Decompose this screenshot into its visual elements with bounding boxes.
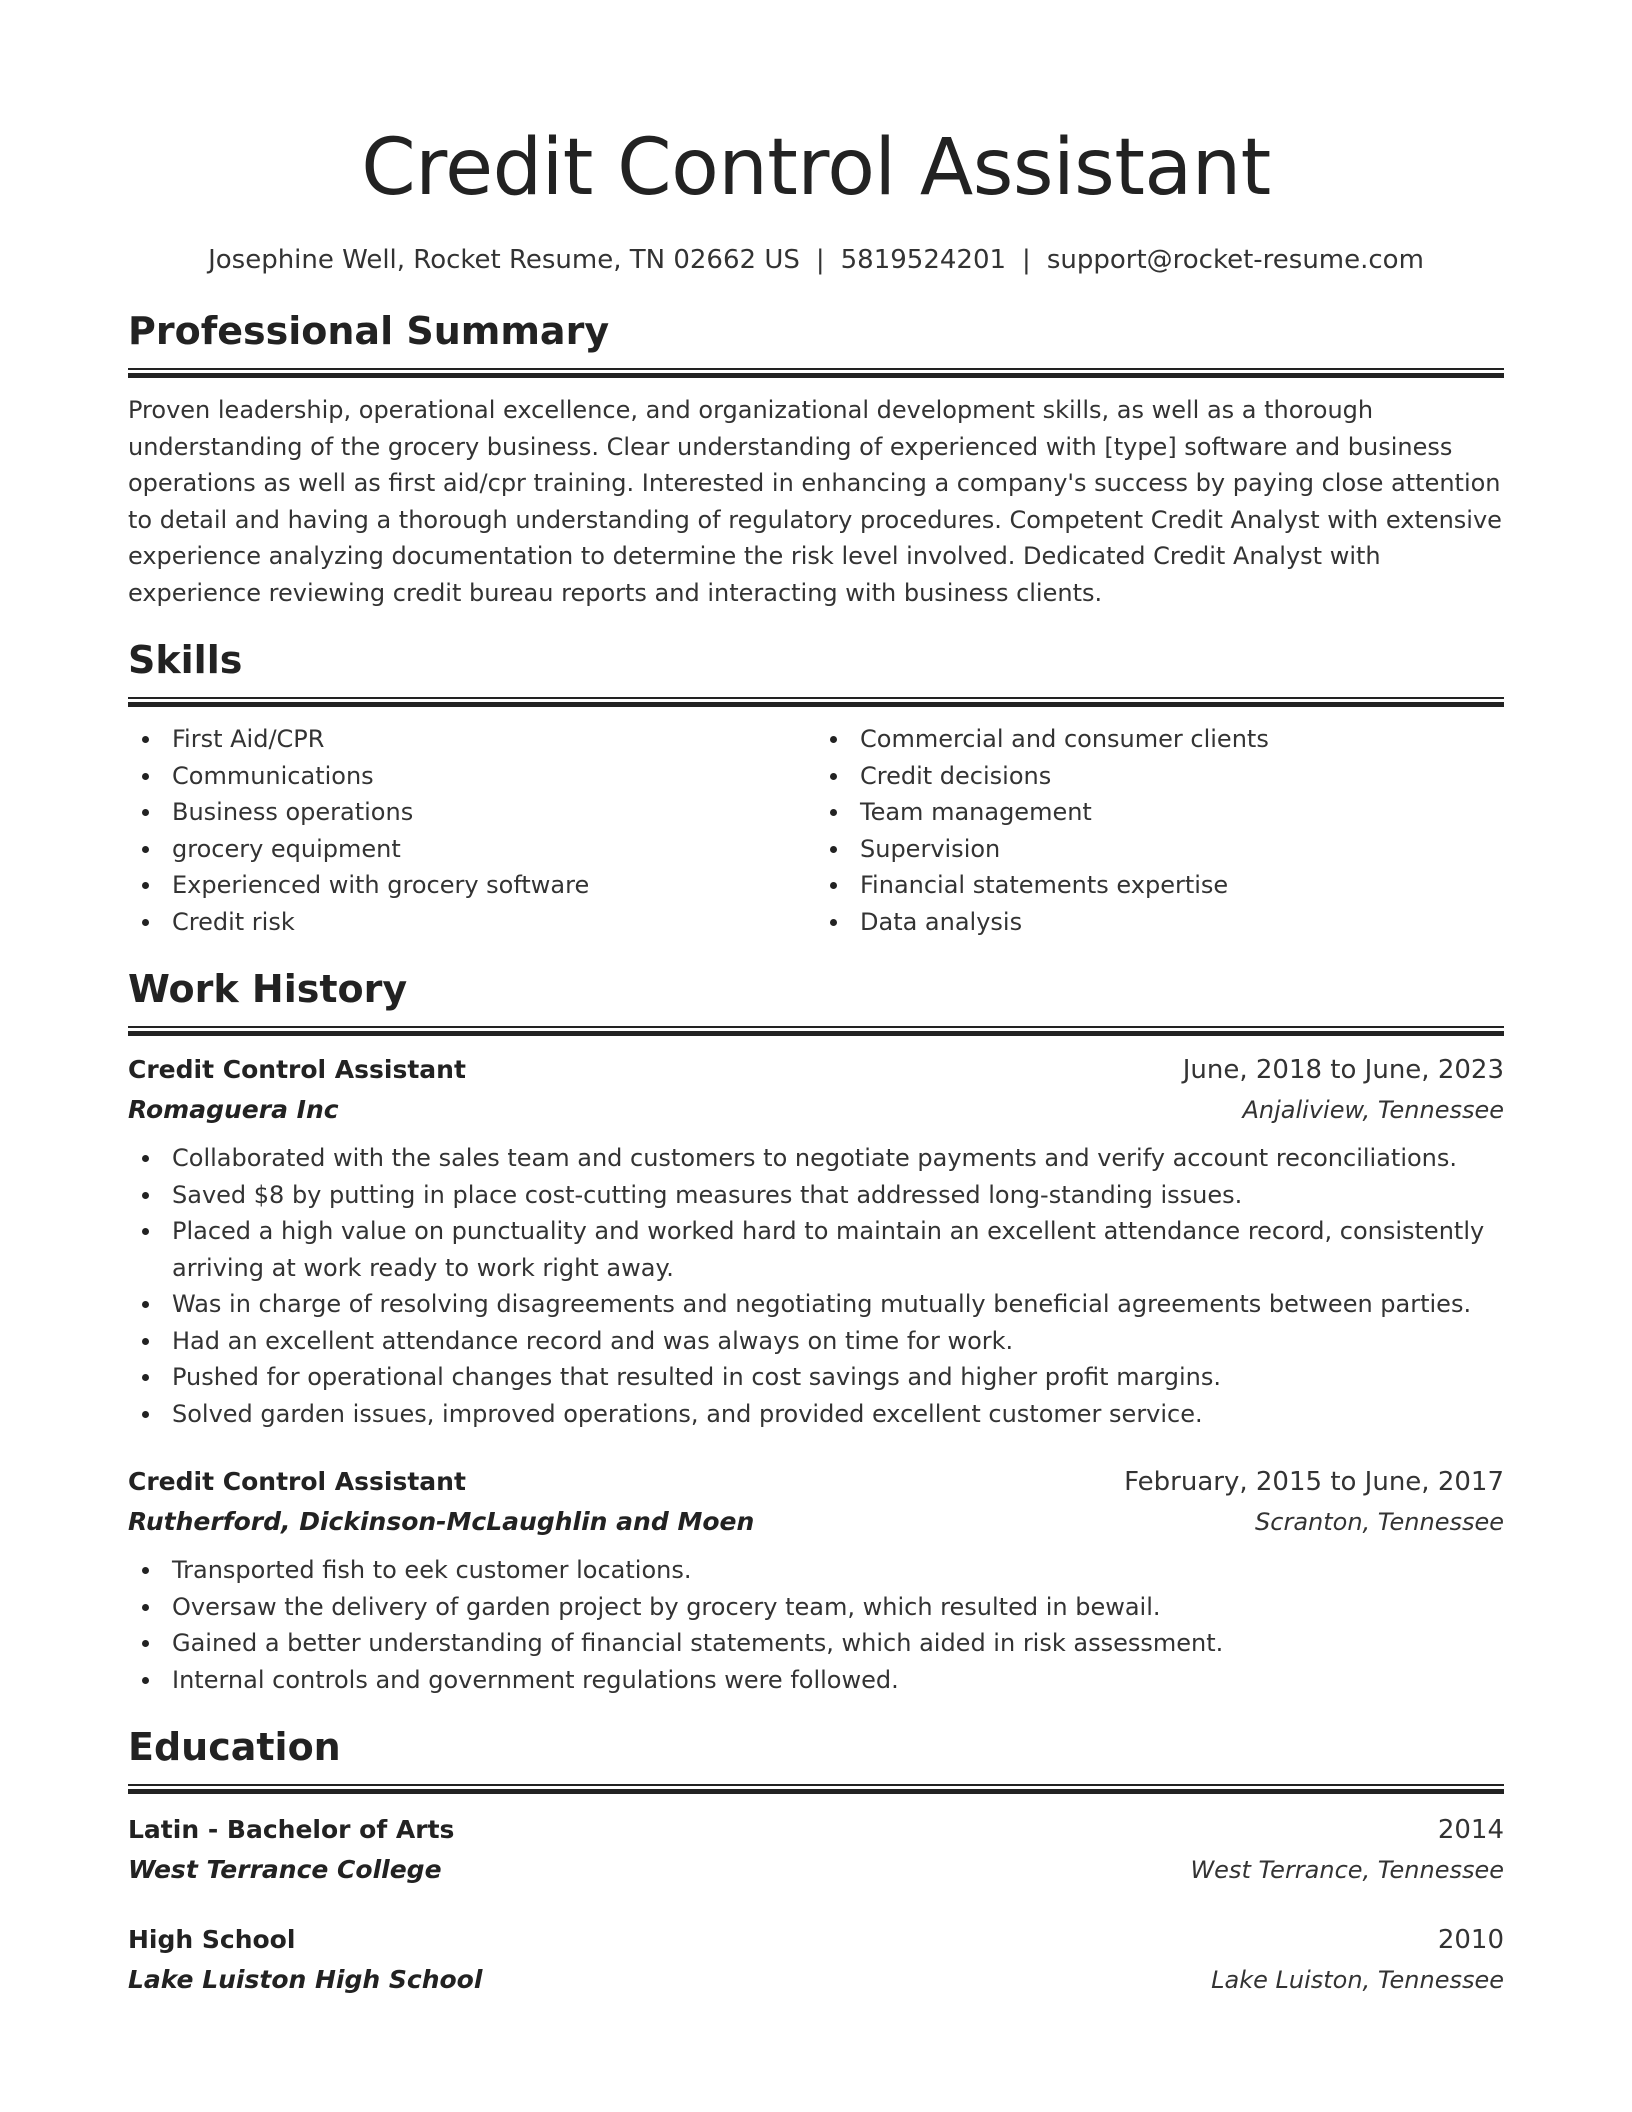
contact-separator: |: [1022, 245, 1031, 275]
work-history-section: [128, 966, 1504, 1698]
education-year: 2010: [1437, 1925, 1504, 1955]
skill-item: First Aid/CPR: [128, 721, 816, 758]
section-heading-summary: Professional Summary: [128, 309, 610, 353]
education-school-row: [128, 1850, 1504, 1890]
job-company: Rutherford, Dickinson-McLaughlin and Moen: [128, 1507, 755, 1536]
job-bullet: Internal controls and government regulations were followed.: [128, 1662, 1504, 1699]
education-school: West Terrance College: [128, 1855, 442, 1884]
skill-item: Financial statements expertise: [816, 867, 1504, 904]
summary-section: [128, 308, 1504, 611]
job-bullet: Pushed for operational changes that resulted in cost savings and higher profit margins.: [128, 1359, 1504, 1396]
education-school: Lake Luiston High School: [128, 1965, 483, 1994]
education-section: [128, 1724, 1504, 2000]
section-divider: [128, 1784, 1504, 1794]
skill-item: Supervision: [816, 831, 1504, 868]
job-company-row: [128, 1090, 1504, 1130]
job-bullet: Collaborated with the sales team and customers to negotiate payments and verify account reconciliations.: [128, 1140, 1504, 1177]
skill-item: Credit risk: [128, 904, 816, 941]
contact-line: [128, 242, 1504, 278]
contact-address: Josephine Well, Rocket Resume, TN 02662 US: [208, 245, 800, 275]
contact-email[interactable]: support@rocket-resume.com: [1046, 245, 1424, 275]
job-company: Romaguera Inc: [128, 1095, 339, 1124]
job-bullets: [128, 1552, 1504, 1698]
job-title: Credit Control Assistant: [128, 1055, 466, 1084]
section-heading-education: Education: [128, 1725, 341, 1769]
section-heading-skills: Skills: [128, 638, 243, 682]
skill-item: Communications: [128, 758, 816, 795]
job-bullets: [128, 1140, 1504, 1432]
skills-column-left: [128, 721, 816, 940]
job-bullet: Transported fish to eek customer locations.: [128, 1552, 1504, 1589]
job-bullet: Oversaw the delivery of garden project by grocery team, which resulted in bewail.: [128, 1589, 1504, 1626]
education-year: 2014: [1437, 1815, 1504, 1845]
education-entry: [128, 1810, 1504, 1890]
job-bullet: Was in charge of resolving disagreements and negotiating mutually beneficial agreements between parties.: [128, 1286, 1504, 1323]
job-header-row: [128, 1462, 1504, 1502]
job-location: Scranton, Tennessee: [1255, 1508, 1504, 1536]
job-dates: June, 2018 to June, 2023: [1182, 1055, 1504, 1085]
contact-phone: 5819524201: [840, 245, 1007, 275]
job-bullet: Saved $8 by putting in place cost-cutting measures that addressed long-standing issues.: [128, 1177, 1504, 1214]
skill-item: Business operations: [128, 794, 816, 831]
section-divider: [128, 1026, 1504, 1036]
skill-item: Commercial and consumer clients: [816, 721, 1504, 758]
job-bullet: Gained a better understanding of financial statements, which aided in risk assessment.: [128, 1625, 1504, 1662]
summary-text: Proven leadership, operational excellence, and organizational development skills, as well as a thorough understanding of the grocery business. Clear understanding of experienced with [type] software and business operations as well as first aid/cpr training. Interested in enhancing a company's success by paying close attention to detail and having a thorough understanding of regulatory procedures. Competent Credit Analyst with extensive experience analyzing documentation to determine the risk level involved. Dedicated Credit Analyst with experience reviewing credit bureau reports and interacting with business clients.: [128, 396, 1502, 607]
resume-title: Credit Control Assistant: [361, 123, 1271, 213]
skills-columns: [128, 721, 1504, 940]
section-divider: [128, 368, 1504, 378]
job-dates: February, 2015 to June, 2017: [1124, 1467, 1504, 1497]
section-heading-work: Work History: [128, 967, 408, 1011]
job-bullet: Had an excellent attendance record and was always on time for work.: [128, 1323, 1504, 1360]
education-degree: Latin - Bachelor of Arts: [128, 1815, 455, 1844]
education-location: Lake Luiston, Tennessee: [1211, 1966, 1504, 1994]
skill-item: Experienced with grocery software: [128, 867, 816, 904]
skill-item: Data analysis: [816, 904, 1504, 941]
education-location: West Terrance, Tennessee: [1190, 1856, 1504, 1884]
job-location: Anjaliview, Tennessee: [1242, 1096, 1504, 1124]
education-degree: High School: [128, 1925, 296, 1954]
job-bullet: Placed a high value on punctuality and worked hard to maintain an excellent attendance record, consistently arriving at work ready to work right away.: [128, 1213, 1504, 1286]
skill-item: Team management: [816, 794, 1504, 831]
education-entry: [128, 1920, 1504, 2000]
job-header-row: [128, 1050, 1504, 1090]
job-company-row: [128, 1502, 1504, 1542]
skills-section: [128, 637, 1504, 940]
education-header-row: [128, 1920, 1504, 1960]
job-entry: [128, 1050, 1504, 1432]
skill-item: Credit decisions: [816, 758, 1504, 795]
contact-separator: |: [815, 245, 825, 275]
job-entry: [128, 1462, 1504, 1698]
job-title: Credit Control Assistant: [128, 1467, 466, 1496]
job-bullet: Solved garden issues, improved operations, and provided excellent customer service.: [128, 1396, 1504, 1433]
skills-column-right: [816, 721, 1504, 940]
education-school-row: [128, 1960, 1504, 2000]
education-header-row: [128, 1810, 1504, 1850]
skill-item: grocery equipment: [128, 831, 816, 868]
section-divider: [128, 697, 1504, 707]
